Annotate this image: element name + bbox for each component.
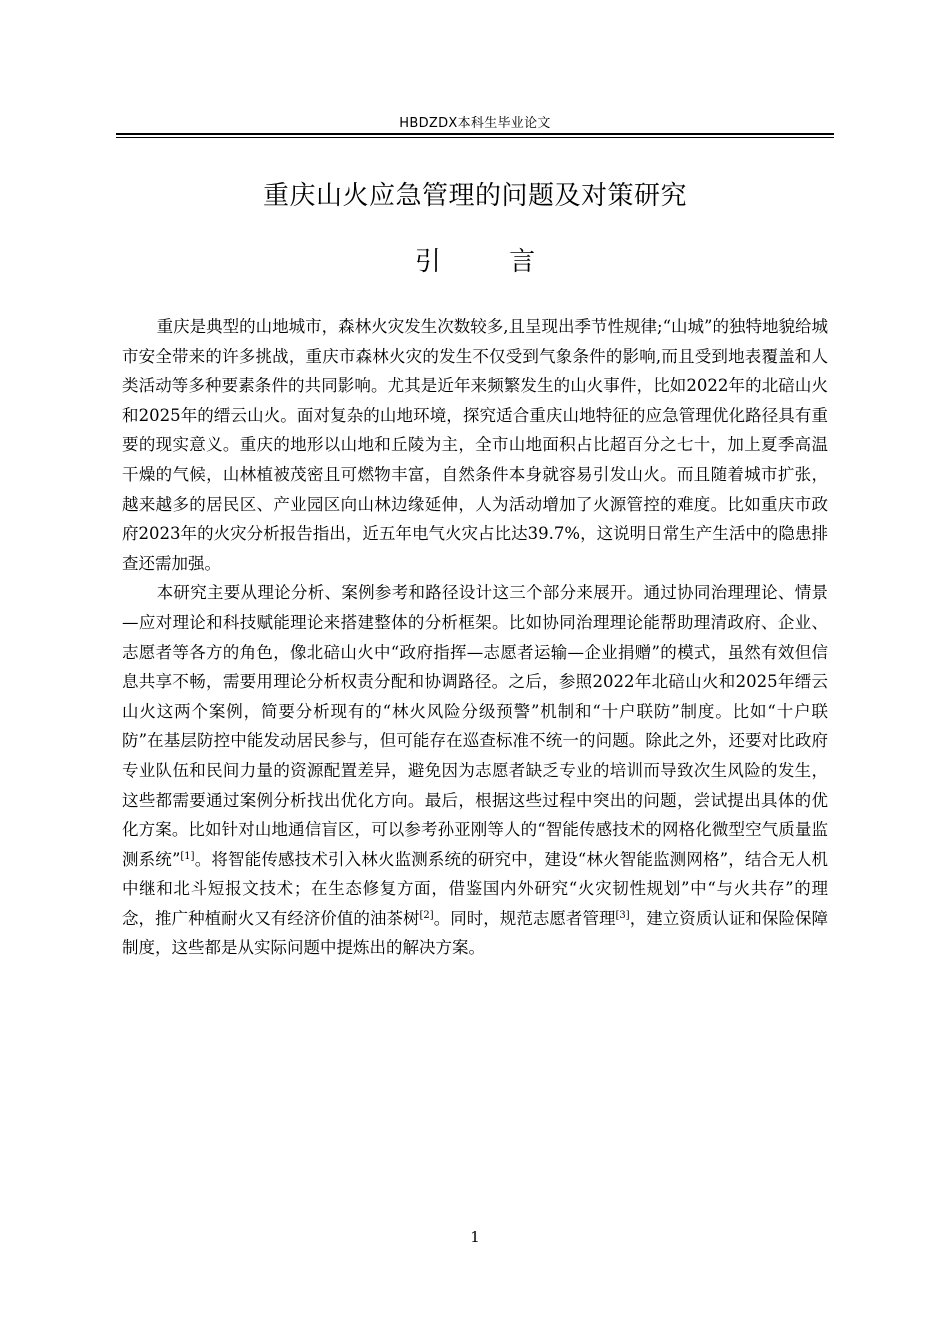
paragraph: 重庆是典型的山地城市，森林火灾发生次数较多,且呈现出季节性规律;“山城”的独特地貌给城市安全带来的许多挑战，重庆市森林火灾的发生不仅受到气象条件的影响,而且受到地表覆盖和人类活动等多种要素条件的共同影响。尤其是近年来频繁发生的山火事件，比如2022年的北碚山火和2025年的缙云山火。面对复杂的山地环境，探究适合重庆山地特征的应急管理优化路径具有重要的现实意义。重庆的地形以山地和丘陵为主，全市山地面积占比超百分之七十，加上夏季高温干燥的气候，山林植被茂密且可燃物丰富，自然条件本身就容易引发山火。而且随着城市扩张，越来越多的居民区、产业园区向山林边缘延伸，人为活动增加了火源管控的难度。比如重庆市政府2023年的火灾分析报告指出，近五年电气火灾占比达39.7%，这说明日常生产生活中的隐患排查还需加强。 [122,317,828,573]
header-rule-thick [116,133,834,135]
paper-title: 重庆山火应急管理的问题及对策研究 [262,181,687,211]
paragraph-text: 本研究主要从理论分析、案例参考和路径设计这三个部分来展开。通过协同治理理论、情景—应对理论和科技赋能理论来搭建整体的分析框架。比如协同治理理论能帮助理清政府、企业、志愿者等各方的角色，像北碚山火中“政府指挥—志愿者运输—企业捐赠”的模式，虽然有效但信息共享不畅，需要用理论分析权责分配和协调路径。之后，参照2022年北碚山火和2025年缙云山火这两个案例，简要分析现有的“林火风险分级预警”机制和“十户联防”制度。比如“十户联防”在基层防控中能发动居民参与，但可能存在巡查标准不统一的问题。除此之外，还要对比政府专业队伍和民间力量的资源配置差异，避免因为志愿者缺乏专业的培训而导致次生风险的发生，这些都需要通过案例分析找出优化方向。最后，根据这些过程中突出的问题，尝试提出具体的优化方案。比如针对山地通信盲区，可以参考孙亚刚等人的“智能传感技术的网格化微型空气质量监测系统” [122,583,828,869]
paragraph-text: 。将智能传感技术引入林火监测系统的研究中，建设“林火智能监测网格”，结合无人机中继和北斗短报文技术；在生态修复方面，借鉴国内外研究“火灾韧性规划”中“与火共存”的理念，推广种植耐火又有经济价值的油茶树 [122,849,828,928]
paragraph [122,578,828,963]
section-heading: 引 言 [414,247,566,277]
page-number: 1 [470,1228,480,1246]
citation-ref[interactable]: [3] [615,909,630,921]
paragraph-text: ，建立资质认证和保险保障制度，这些都是从实际问题中提炼出的解决方案。 [122,908,829,958]
running-header: HBDZDX本科生毕业论文 [399,116,551,131]
citation-ref[interactable]: [1] [180,850,195,862]
header-rule-thin [116,137,834,138]
body-text [122,312,828,963]
citation-ref[interactable]: [2] [419,909,434,921]
paragraph-text: 。同时，规范志愿者管理 [433,908,616,928]
